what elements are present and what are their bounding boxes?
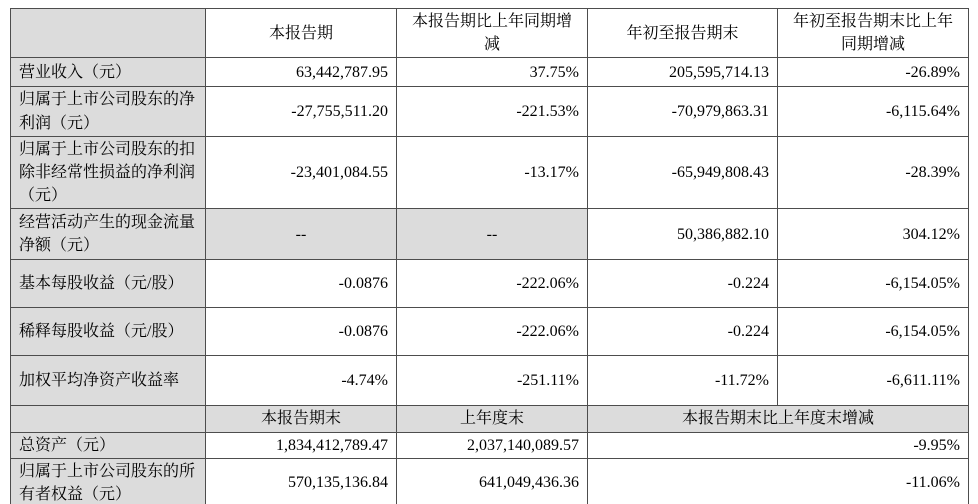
row-label-equity-attributable-to-shareholders: 归属于上市公司股东的所有者权益（元） xyxy=(11,458,206,504)
row-label-diluted-eps: 稀释每股收益（元/股） xyxy=(11,308,206,356)
value-cell: -222.06% xyxy=(397,308,588,356)
row-label-operating-cash-flow: 经营活动产生的现金流量净额（元） xyxy=(11,209,206,260)
row-label-basic-eps: 基本每股收益（元/股） xyxy=(11,260,206,308)
financial-summary-table xyxy=(10,8,969,504)
row-label-weighted-avg-roe: 加权平均净资产收益率 xyxy=(11,356,206,406)
value-cell: 570,135,136.84 xyxy=(206,458,397,504)
value-cell: -6,154.05% xyxy=(778,260,969,308)
value-cell: -26.89% xyxy=(778,58,969,87)
header-end-of-period: 本报告期末 xyxy=(206,406,397,432)
value-cell: 641,049,436.36 xyxy=(397,458,588,504)
value-cell: -65,949,808.43 xyxy=(588,136,778,209)
value-cell: -0.224 xyxy=(588,308,778,356)
row-label-revenue: 营业收入（元） xyxy=(11,58,206,87)
header-row-section2 xyxy=(11,406,969,432)
value-cell: 63,442,787.95 xyxy=(206,58,397,87)
row-label-net-profit-excl-nonrecurring: 归属于上市公司股东的扣除非经常性损益的净利润（元） xyxy=(11,136,206,209)
value-cell: -6,611.11% xyxy=(778,356,969,406)
value-cell: -0.0876 xyxy=(206,308,397,356)
table-row xyxy=(11,209,969,260)
value-cell: 2,037,140,089.57 xyxy=(397,432,588,458)
value-cell: 1,834,412,789.47 xyxy=(206,432,397,458)
value-cell-na: -- xyxy=(206,209,397,260)
header-ytd: 年初至报告期末 xyxy=(588,9,778,58)
subheader-corner-cell xyxy=(11,406,206,432)
value-cell: -9.95% xyxy=(588,432,969,458)
value-cell: -28.39% xyxy=(778,136,969,209)
table-row xyxy=(11,260,969,308)
table-row xyxy=(11,58,969,87)
header-corner-cell xyxy=(11,9,206,58)
value-cell: -13.17% xyxy=(397,136,588,209)
row-label-total-assets: 总资产（元） xyxy=(11,432,206,458)
header-change-vs-prior-year-end: 本报告期末比上年度末增减 xyxy=(588,406,969,432)
value-cell: -251.11% xyxy=(397,356,588,406)
table-row xyxy=(11,308,969,356)
value-cell: -27,755,511.20 xyxy=(206,87,397,136)
table-row xyxy=(11,87,969,136)
value-cell-na: -- xyxy=(397,209,588,260)
row-label-net-profit: 归属于上市公司股东的净利润（元） xyxy=(11,87,206,136)
value-cell: -0.224 xyxy=(588,260,778,308)
value-cell: 50,386,882.10 xyxy=(588,209,778,260)
header-period-yoy-change: 本报告期比上年同期增减 xyxy=(397,9,588,58)
value-cell: 205,595,714.13 xyxy=(588,58,778,87)
value-cell: -221.53% xyxy=(397,87,588,136)
header-ytd-yoy-change: 年初至报告期末比上年同期增减 xyxy=(778,9,969,58)
value-cell: 304.12% xyxy=(778,209,969,260)
value-cell: 37.75% xyxy=(397,58,588,87)
header-end-of-prior-year: 上年度末 xyxy=(397,406,588,432)
value-cell: -6,154.05% xyxy=(778,308,969,356)
value-cell: -23,401,084.55 xyxy=(206,136,397,209)
table-row xyxy=(11,356,969,406)
value-cell: -70,979,863.31 xyxy=(588,87,778,136)
value-cell: -222.06% xyxy=(397,260,588,308)
value-cell: -11.72% xyxy=(588,356,778,406)
value-cell: -6,115.64% xyxy=(778,87,969,136)
value-cell: -11.06% xyxy=(588,458,969,504)
header-row-section1 xyxy=(11,9,969,58)
header-current-period: 本报告期 xyxy=(206,9,397,58)
value-cell: -4.74% xyxy=(206,356,397,406)
value-cell: -0.0876 xyxy=(206,260,397,308)
table-row xyxy=(11,136,969,209)
table-row xyxy=(11,432,969,458)
table-row xyxy=(11,458,969,504)
